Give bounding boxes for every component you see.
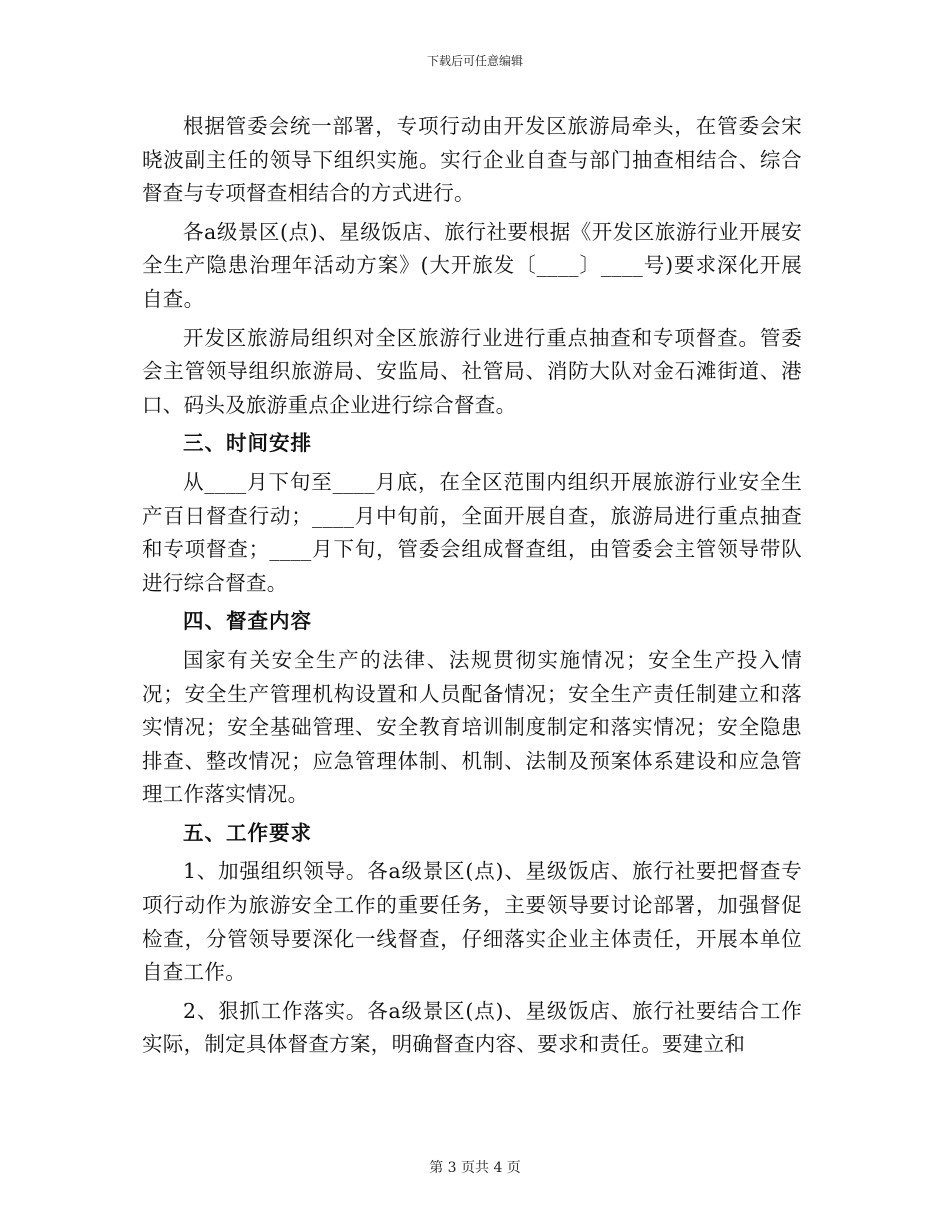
paragraph-requirement-2: 2、狠抓工作落实。各a级景区(点)、星级饭店、旅行社要结合工作实际，制定具体督查方案，明确督查内容、要求和责任。要建立和 bbox=[142, 998, 802, 1057]
paragraph-requirement-1: 1、加强组织领导。各a级景区(点)、星级饭店、旅行社要把督查专项行动作为旅游安全工作的重要任务，主要领导要讨论部署，加强督促检查，分管领导要深化一线督查，仔细落实企业主体责任，开展本单位自查工作。 bbox=[142, 859, 802, 985]
section-heading-content: 四、督查内容 bbox=[183, 609, 312, 634]
paragraph-self-inspection: 各a级景区(点)、星级饭店、旅行社要根据《开发区旅游行业开展安全生产隐患治理年活动方案》(大开旅发〔____〕____号)要求深化开展自查。 bbox=[142, 219, 802, 311]
paragraph-content: 国家有关安全生产的法律、法规贯彻实施情况；安全生产投入情况；安全生产管理机构设置和人员配备情况；安全生产责任制建立和落实情况；安全基础管理、安全教育培训制度制定和落实情况；安全隐患排查、整改情况；应急管理体制、机制、法制及预案体系建设和应急管理工作落实情况。 bbox=[142, 647, 802, 807]
section-heading-schedule: 三、时间安排 bbox=[183, 431, 312, 456]
page-header: 下载后可任意编辑 bbox=[426, 54, 523, 68]
page-footer: 第 3 页共 4 页 bbox=[429, 1160, 521, 1176]
paragraph-schedule: 从____月下旬至____月底，在全区范围内组织开展旅游行业安全生产百日督查行动；____月中旬前，全面开展自查，旅游局进行重点抽查和专项督查；____月下旬，管委会组成督查组，由管委会主管领导带队进行综合督查。 bbox=[142, 469, 802, 595]
section-heading-requirements: 五、工作要求 bbox=[183, 820, 312, 845]
paragraph-spot-check: 开发区旅游局组织对全区旅游行业进行重点抽查和专项督查。管委会主管领导组织旅游局、安监局、社管局、消防大队对金石滩街道、港口、码头及旅游重点企业进行综合督查。 bbox=[142, 325, 802, 417]
document-body bbox=[142, 110, 802, 1067]
paragraph-organization: 根据管委会统一部署，专项行动由开发区旅游局牵头，在管委会宋晓波副主任的领导下组织实施。实行企业自查与部门抽查相结合、综合督查与专项督查相结合的方式进行。 bbox=[142, 114, 802, 206]
